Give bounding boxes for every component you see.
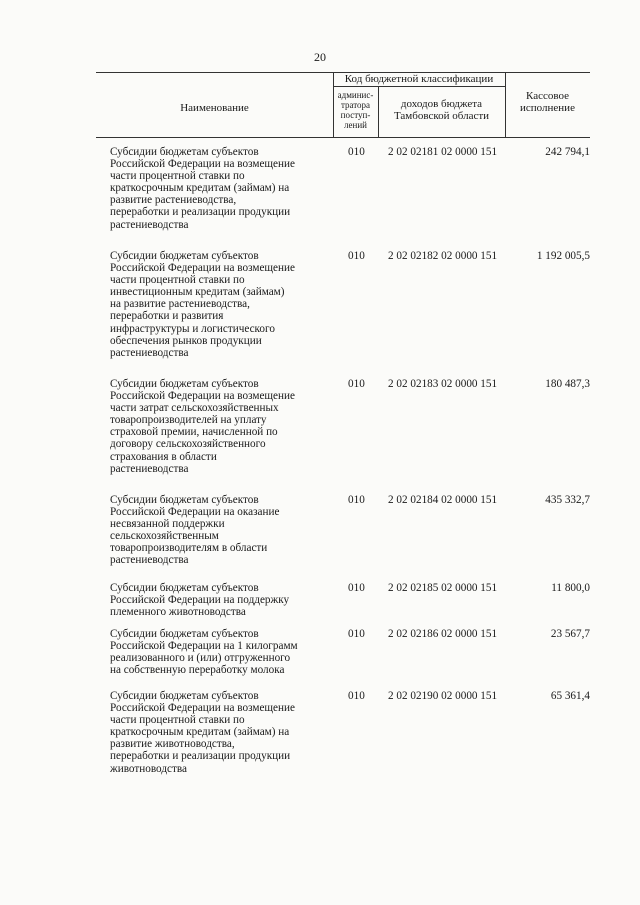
row-amount: 1 192 005,5 xyxy=(536,250,590,262)
row-name: Субсидии бюджетам субъектов Российской Федерации на возмещение части процентной ставки по краткосрочным кредитам (займам) на развитие животноводства, переработки и реализации продукции животноводства xyxy=(110,690,295,775)
row-admin-code: 010 xyxy=(348,146,365,158)
page-number: 20 xyxy=(314,50,326,64)
row-admin-code: 010 xyxy=(348,690,365,702)
row-amount: 11 800,0 xyxy=(551,582,590,594)
row-name: Субсидии бюджетам субъектов Российской Федерации на возмещение части затрат сельскохозяйственных товаропроизводителей на уплату страховой премии, начисленной по договору сельскохозяйственного страхования в области растениеводства xyxy=(110,378,295,475)
classification-column-header: Код бюджетной классификации xyxy=(344,73,494,85)
table-header xyxy=(96,72,590,138)
row-amount: 435 332,7 xyxy=(545,494,590,506)
row-admin-code: 010 xyxy=(348,494,365,506)
row-name: Субсидии бюджетам субъектов Российской Федерации на возмещение части процентной ставки по краткосрочным кредитам (займам) на развитие растениеводства, переработки и реализации продукции растениеводства xyxy=(110,146,295,231)
row-amount: 180 487,3 xyxy=(545,378,590,390)
row-income-code: 2 02 02183 02 0000 151 xyxy=(388,378,498,390)
row-admin-code: 010 xyxy=(348,378,365,390)
row-amount: 23 567,7 xyxy=(550,628,590,640)
row-admin-code: 010 xyxy=(348,582,365,594)
amount-column-header: Кассовое исполнение xyxy=(520,90,575,114)
row-admin-code: 010 xyxy=(348,628,365,640)
admin-column-header: админис- тратора поступ- лений xyxy=(337,90,374,130)
row-admin-code: 010 xyxy=(348,250,365,262)
header-bottom-border xyxy=(96,137,590,138)
row-income-code: 2 02 02186 02 0000 151 xyxy=(388,628,498,640)
row-amount: 65 361,4 xyxy=(550,690,590,702)
group-divider xyxy=(333,86,505,87)
row-name: Субсидии бюджетам субъектов Российской Федерации на 1 килограмм реализованного и (или) отгруженного на собственную переработку молока xyxy=(110,628,298,677)
income-column-header: доходов бюджета Тамбовской области xyxy=(393,98,490,122)
row-name: Субсидии бюджетам субъектов Российской Федерации на поддержку племенного животноводства xyxy=(110,582,290,619)
row-income-code: 2 02 02181 02 0000 151 xyxy=(388,146,498,158)
row-name: Субсидии бюджетам субъектов Российской Федерации на возмещение части процентной ставки по инвестиционным кредитам (займам) на развитие растениеводства, переработки и развития инфраструктуры и логистического обеспечения рынков продукции растениеводства xyxy=(110,250,295,359)
row-income-code: 2 02 02190 02 0000 151 xyxy=(388,690,498,702)
row-name: Субсидии бюджетам субъектов Российской Федерации на оказание несвязанной поддержки сельскохозяйственным товаропроизводителям в области растениеводства xyxy=(110,494,280,567)
name-column-header: Наименование xyxy=(180,102,249,114)
row-amount: 242 794,1 xyxy=(545,146,590,158)
row-income-code: 2 02 02185 02 0000 151 xyxy=(388,582,498,594)
row-income-code: 2 02 02182 02 0000 151 xyxy=(388,250,498,262)
row-income-code: 2 02 02184 02 0000 151 xyxy=(388,494,498,506)
